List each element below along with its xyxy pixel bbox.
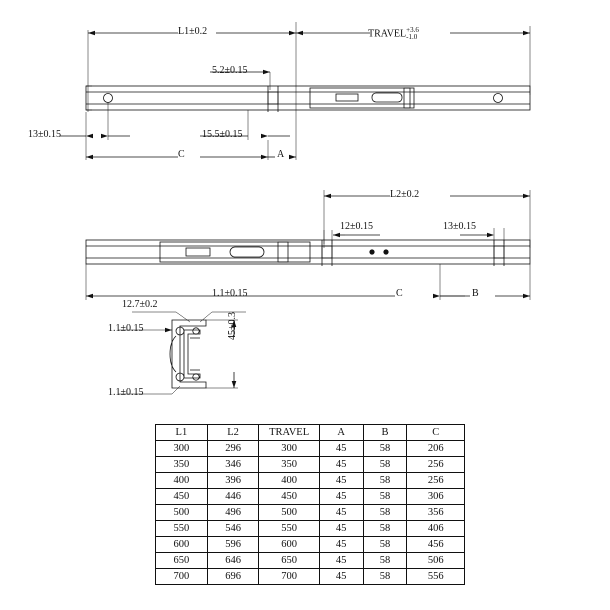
cell-l2: 696 <box>207 569 259 585</box>
dim-l1-label: L1±0.2 <box>178 26 208 37</box>
dim-12-label: 12±0.15 <box>340 221 373 232</box>
cell-travel: 700 <box>259 569 319 585</box>
table-row <box>156 441 465 457</box>
table-header-row <box>156 425 465 441</box>
table-header-c: C <box>407 425 465 441</box>
cell-travel: 650 <box>259 553 319 569</box>
cell-b: 58 <box>363 473 407 489</box>
table-row <box>156 569 465 585</box>
table-row <box>156 505 465 521</box>
table-row <box>156 457 465 473</box>
cell-c: 256 <box>407 457 465 473</box>
cell-a: 45 <box>319 441 363 457</box>
dim-13-top-label: 13±0.15 <box>28 129 61 140</box>
dim-1-1-left-label: 1.1±0.15 <box>108 323 144 334</box>
cell-l2: 646 <box>207 553 259 569</box>
dim-1-1-top-label: 1.1±0.15 <box>212 288 248 299</box>
dim-13-mid-label: 13±0.15 <box>443 221 476 232</box>
table-row <box>156 521 465 537</box>
cell-l2: 296 <box>207 441 259 457</box>
cell-l2: 396 <box>207 473 259 489</box>
dim-travel-label <box>368 27 419 41</box>
table-header-l1: L1 <box>156 425 208 441</box>
cell-l2: 596 <box>207 537 259 553</box>
cell-a: 45 <box>319 489 363 505</box>
cell-l2: 446 <box>207 489 259 505</box>
table-row <box>156 553 465 569</box>
cell-b: 58 <box>363 505 407 521</box>
cell-c: 306 <box>407 489 465 505</box>
cell-l1: 450 <box>156 489 208 505</box>
cell-a: 45 <box>319 569 363 585</box>
cell-l1: 500 <box>156 505 208 521</box>
cell-b: 58 <box>363 537 407 553</box>
cell-l1: 550 <box>156 521 208 537</box>
cell-b: 58 <box>363 521 407 537</box>
cell-c: 456 <box>407 537 465 553</box>
cell-b: 58 <box>363 441 407 457</box>
mark-c-mid-label: C <box>396 288 403 299</box>
mark-a-label: A <box>277 149 285 160</box>
cell-l2: 546 <box>207 521 259 537</box>
cell-b: 58 <box>363 569 407 585</box>
cell-l1: 600 <box>156 537 208 553</box>
cell-l1: 400 <box>156 473 208 489</box>
cell-c: 256 <box>407 473 465 489</box>
cell-travel: 550 <box>259 521 319 537</box>
cell-l1: 700 <box>156 569 208 585</box>
cell-b: 58 <box>363 489 407 505</box>
cell-b: 58 <box>363 553 407 569</box>
cell-a: 45 <box>319 505 363 521</box>
table-row <box>156 489 465 505</box>
cell-l1: 350 <box>156 457 208 473</box>
cell-l2: 346 <box>207 457 259 473</box>
cell-travel: 400 <box>259 473 319 489</box>
cell-a: 45 <box>319 553 363 569</box>
table-row <box>156 473 465 489</box>
cell-l2: 496 <box>207 505 259 521</box>
dim-45-label: 45±0.3 <box>227 312 238 340</box>
table-row <box>156 537 465 553</box>
table-header-l2: L2 <box>207 425 259 441</box>
cell-travel: 300 <box>259 441 319 457</box>
mark-b-label: B <box>472 288 479 299</box>
cell-c: 206 <box>407 441 465 457</box>
cell-c: 506 <box>407 553 465 569</box>
cell-l1: 300 <box>156 441 208 457</box>
dim-5-2-label: 5.2±0.15 <box>212 65 248 76</box>
dim-travel-text: TRAVEL <box>368 28 407 40</box>
cell-travel: 450 <box>259 489 319 505</box>
mark-c-top-label: C <box>178 149 185 160</box>
cell-c: 406 <box>407 521 465 537</box>
dim-12-7-label: 12.7±0.2 <box>122 299 158 310</box>
cell-a: 45 <box>319 521 363 537</box>
cell-travel: 600 <box>259 537 319 553</box>
cell-a: 45 <box>319 473 363 489</box>
cell-a: 45 <box>319 537 363 553</box>
table-header-travel: TRAVEL <box>259 425 319 441</box>
dim-l2-label: L2±0.2 <box>390 189 420 200</box>
cell-a: 45 <box>319 457 363 473</box>
cell-travel: 350 <box>259 457 319 473</box>
cell-c: 556 <box>407 569 465 585</box>
dim-travel-tol-lower: -1.0 <box>406 33 418 41</box>
cell-c: 356 <box>407 505 465 521</box>
dim-1-1-bottom-label: 1.1±0.15 <box>108 387 144 398</box>
cell-travel: 500 <box>259 505 319 521</box>
cell-b: 58 <box>363 457 407 473</box>
cell-l1: 650 <box>156 553 208 569</box>
table-header-b: B <box>363 425 407 441</box>
dim-travel-tol-upper: +3.6 <box>406 26 419 34</box>
table-header-a: A <box>319 425 363 441</box>
dim-15-5-label: 15.5±0.15 <box>202 129 243 140</box>
spec-table <box>155 424 465 585</box>
